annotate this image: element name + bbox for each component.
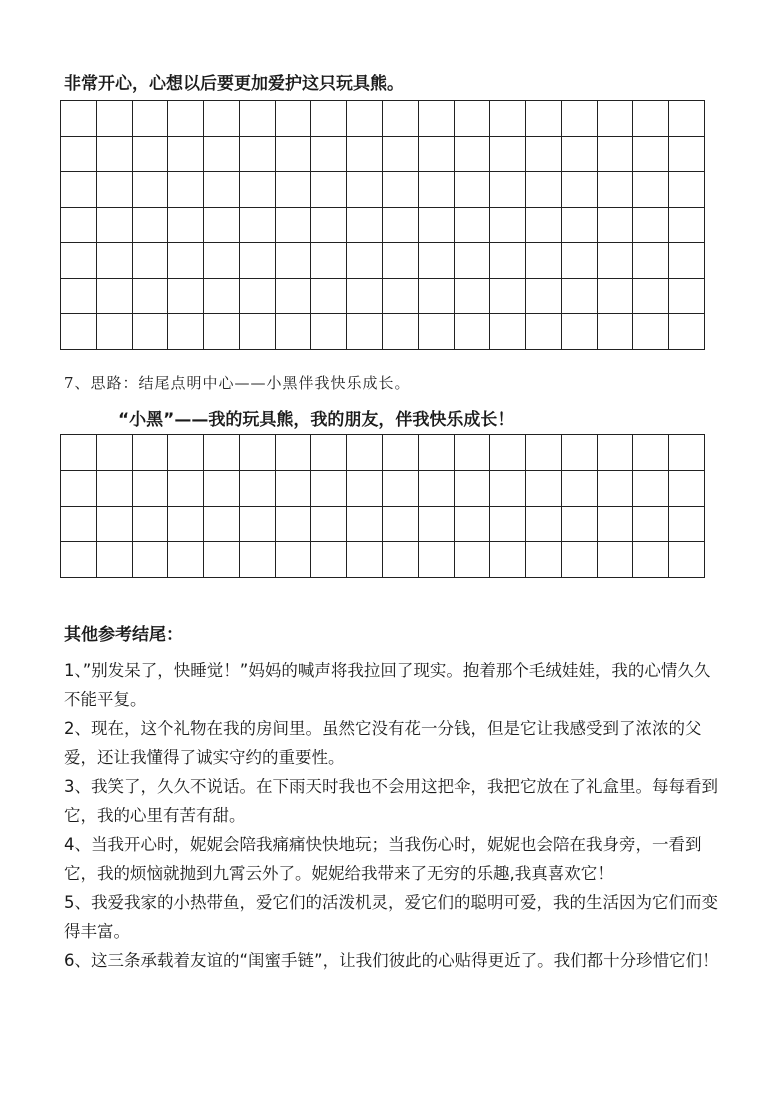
grid-cell <box>598 435 634 471</box>
grid-cell <box>204 101 240 137</box>
grid-cell <box>97 137 133 173</box>
grid-cell <box>419 507 455 543</box>
grid-cell <box>490 542 526 578</box>
grid-cell <box>526 435 562 471</box>
grid-cell <box>133 101 169 137</box>
grid-cell <box>61 172 97 208</box>
grid-cell <box>562 542 598 578</box>
grid-cell <box>61 471 97 507</box>
grid-cell <box>490 279 526 315</box>
grid-cell <box>598 542 634 578</box>
grid-cell <box>276 101 312 137</box>
grid-cell <box>347 507 383 543</box>
ending-item-1: 1、”别发呆了，快睡觉！”妈妈的喊声将我拉回了现实。抱着那个毛绒娃娃，我的心情久久不能平复。 <box>64 661 711 709</box>
grid-cell <box>526 507 562 543</box>
grid-cell <box>61 542 97 578</box>
grid-cell <box>383 542 419 578</box>
grid-cell <box>633 542 669 578</box>
grid-cell <box>97 243 133 279</box>
grid-cell <box>455 243 491 279</box>
ending-item-4: 4、当我开心时，妮妮会陪我痛痛快快地玩；当我伤心时，妮妮也会陪在我身旁，一看到它，我的烦恼就抛到九霄云外了。妮妮给我带来了无穷的乐趣,我真喜欢它！ <box>64 835 702 883</box>
grid-cell <box>455 137 491 173</box>
grid-cell <box>168 471 204 507</box>
grid-cell <box>526 471 562 507</box>
grid-cell <box>276 243 312 279</box>
other-endings-list <box>64 656 724 975</box>
grid-cell <box>455 507 491 543</box>
grid-cell <box>240 208 276 244</box>
grid-cell <box>383 101 419 137</box>
grid-cell <box>526 137 562 173</box>
grid-cell <box>133 208 169 244</box>
grid-cell <box>419 435 455 471</box>
grid-cell <box>133 314 169 350</box>
grid-cell <box>419 314 455 350</box>
grid-cell <box>490 208 526 244</box>
grid-cell <box>490 172 526 208</box>
grid-cell <box>204 314 240 350</box>
grid-cell <box>276 435 312 471</box>
grid-cell <box>347 471 383 507</box>
grid-cell <box>669 101 705 137</box>
grid-cell <box>311 435 347 471</box>
grid-cell <box>240 243 276 279</box>
grid-cell <box>633 208 669 244</box>
grid-cell <box>633 137 669 173</box>
grid-cell <box>633 507 669 543</box>
grid-cell <box>562 279 598 315</box>
grid-cell <box>133 172 169 208</box>
grid-cell <box>562 101 598 137</box>
grid-cell <box>240 101 276 137</box>
grid-cell <box>168 101 204 137</box>
grid-cell <box>598 471 634 507</box>
grid-cell <box>61 279 97 315</box>
grid-cell <box>311 172 347 208</box>
grid-cell <box>598 137 634 173</box>
grid-cell <box>490 471 526 507</box>
grid-cell <box>204 279 240 315</box>
grid-cell <box>526 172 562 208</box>
grid-cell <box>669 279 705 315</box>
grid-cell <box>598 507 634 543</box>
grid-cell <box>168 172 204 208</box>
grid-cell <box>633 314 669 350</box>
grid-cell <box>455 314 491 350</box>
grid-cell <box>240 542 276 578</box>
grid-cell <box>168 542 204 578</box>
grid-cell <box>168 314 204 350</box>
grid-cell <box>526 208 562 244</box>
ending-item-3: 3、我笑了，久久不说话。在下雨天时我也不会用这把伞，我把它放在了礼盒里。每每看到它，我的心里有苦有甜。 <box>64 777 718 825</box>
grid-cell <box>347 172 383 208</box>
grid-cell <box>383 172 419 208</box>
ending-item-5: 5、我爱我家的小热带鱼，爱它们的活泼机灵，爱它们的聪明可爱，我的生活因为它们而变得丰富。 <box>64 893 718 941</box>
grid-cell <box>347 314 383 350</box>
grid-cell <box>455 172 491 208</box>
grid-cell <box>168 279 204 315</box>
grid-cell <box>133 137 169 173</box>
grid-cell <box>669 435 705 471</box>
grid-cell <box>276 172 312 208</box>
grid-cell <box>240 314 276 350</box>
grid-cell <box>240 507 276 543</box>
grid-cell <box>669 243 705 279</box>
grid-cell <box>383 507 419 543</box>
grid-cell <box>61 314 97 350</box>
grid-cell <box>97 507 133 543</box>
grid-cell <box>61 243 97 279</box>
grid-cell <box>419 279 455 315</box>
grid-cell <box>168 435 204 471</box>
grid-cell <box>240 279 276 315</box>
ending-item-6: 6、这三条承载着友谊的“闺蜜手链”，让我们彼此的心贴得更近了。我们都十分珍惜它们！ <box>64 951 719 970</box>
grid-cell <box>204 471 240 507</box>
grid-cell <box>383 314 419 350</box>
grid-cell <box>97 208 133 244</box>
tip-7: 7、思路：结尾点明中心——小黑伴我快乐成长。 <box>64 374 411 392</box>
grid-cell <box>669 172 705 208</box>
grid-cell <box>311 471 347 507</box>
grid-cell <box>669 542 705 578</box>
grid-cell <box>562 243 598 279</box>
grid-cell <box>311 208 347 244</box>
grid-cell <box>61 208 97 244</box>
grid-cell <box>598 208 634 244</box>
grid-cell <box>133 507 169 543</box>
grid-cell <box>204 243 240 279</box>
grid-cell <box>347 435 383 471</box>
grid-cell <box>240 435 276 471</box>
grid-cell <box>311 507 347 543</box>
grid-cell <box>562 471 598 507</box>
grid-cell <box>97 279 133 315</box>
sample-heading-7: “小黑”——我的玩具熊，我的朋友，伴我快乐成长！ <box>118 410 515 430</box>
grid-cell <box>562 314 598 350</box>
grid-cell <box>526 279 562 315</box>
grid-cell <box>61 101 97 137</box>
grid-cell <box>526 243 562 279</box>
grid-cell <box>598 101 634 137</box>
grid-cell <box>347 101 383 137</box>
grid-cell <box>347 208 383 244</box>
grid-cell <box>419 101 455 137</box>
grid-cell <box>311 279 347 315</box>
ending-item-2: 2、现在，这个礼物在我的房间里。虽然它没有花一分钱，但是它让我感受到了浓浓的父爱，还让我懂得了诚实守约的重要性。 <box>64 719 702 767</box>
grid-cell <box>276 542 312 578</box>
grid-cell <box>204 507 240 543</box>
grid-cell <box>311 314 347 350</box>
grid-cell <box>633 243 669 279</box>
grid-cell <box>204 208 240 244</box>
grid-cell <box>490 314 526 350</box>
grid-cell <box>276 279 312 315</box>
grid-cell <box>383 243 419 279</box>
grid-cell <box>276 507 312 543</box>
grid-cell <box>526 101 562 137</box>
grid-cell <box>526 542 562 578</box>
grid-cell <box>490 101 526 137</box>
grid-cell <box>598 279 634 315</box>
grid-cell <box>669 507 705 543</box>
grid-cell <box>633 279 669 315</box>
grid-cell <box>347 279 383 315</box>
grid-cell <box>419 542 455 578</box>
grid-cell <box>61 507 97 543</box>
grid-cell <box>61 435 97 471</box>
grid-cell <box>133 471 169 507</box>
grid-cell <box>669 471 705 507</box>
grid-cell <box>562 208 598 244</box>
grid-cell <box>598 172 634 208</box>
grid-cell <box>633 101 669 137</box>
grid-cell <box>633 172 669 208</box>
grid-cell <box>276 208 312 244</box>
grid-cell <box>562 137 598 173</box>
grid-cell <box>347 137 383 173</box>
grid-cell <box>133 542 169 578</box>
grid-cell <box>168 243 204 279</box>
grid-cell <box>97 314 133 350</box>
grid-cell <box>383 279 419 315</box>
grid-cell <box>168 137 204 173</box>
grid-cell <box>311 542 347 578</box>
grid-cell <box>455 208 491 244</box>
grid-cell <box>97 435 133 471</box>
grid-cell <box>669 314 705 350</box>
grid-cell <box>240 471 276 507</box>
grid-cell <box>204 435 240 471</box>
grid-cell <box>490 435 526 471</box>
grid-cell <box>97 172 133 208</box>
grid-cell <box>276 314 312 350</box>
grid-cell <box>669 137 705 173</box>
grid-cell <box>311 137 347 173</box>
grid-cell <box>383 471 419 507</box>
grid-cell <box>383 208 419 244</box>
grid-cell <box>276 137 312 173</box>
grid-cell <box>276 471 312 507</box>
grid-cell <box>204 172 240 208</box>
grid-cell <box>633 471 669 507</box>
grid-cell <box>562 507 598 543</box>
grid-cell <box>97 542 133 578</box>
grid-cell <box>455 101 491 137</box>
grid-cell <box>419 137 455 173</box>
grid-cell <box>240 172 276 208</box>
grid-cell <box>419 172 455 208</box>
other-endings-title: 其他参考结尾： <box>64 625 183 645</box>
grid-cell <box>61 137 97 173</box>
grid-cell <box>562 172 598 208</box>
writing-grid-top <box>60 100 705 350</box>
grid-cell <box>240 137 276 173</box>
grid-cell <box>311 243 347 279</box>
grid-cell <box>598 243 634 279</box>
grid-cell <box>419 243 455 279</box>
grid-cell <box>168 507 204 543</box>
grid-cell <box>669 208 705 244</box>
grid-cell <box>598 314 634 350</box>
grid-cell <box>633 435 669 471</box>
grid-cell <box>490 507 526 543</box>
grid-cell <box>133 243 169 279</box>
grid-cell <box>204 137 240 173</box>
grid-cell <box>455 471 491 507</box>
grid-cell <box>347 243 383 279</box>
grid-cell <box>133 279 169 315</box>
grid-cell <box>419 208 455 244</box>
grid-cell <box>490 137 526 173</box>
grid-cell <box>383 435 419 471</box>
grid-cell <box>97 101 133 137</box>
grid-cell <box>455 279 491 315</box>
grid-cell <box>419 471 455 507</box>
grid-cell <box>311 101 347 137</box>
grid-cell <box>204 542 240 578</box>
writing-grid-bottom <box>60 434 705 578</box>
grid-cell <box>168 208 204 244</box>
grid-cell <box>455 542 491 578</box>
grid-cell <box>383 137 419 173</box>
grid-cell <box>97 471 133 507</box>
grid-cell <box>562 435 598 471</box>
grid-cell <box>455 435 491 471</box>
grid-cell <box>526 314 562 350</box>
grid-cell <box>490 243 526 279</box>
grid-cell <box>133 435 169 471</box>
grid-cell <box>347 542 383 578</box>
top-heading: 非常开心，心想以后要更加爱护这只玩具熊。 <box>64 74 404 94</box>
